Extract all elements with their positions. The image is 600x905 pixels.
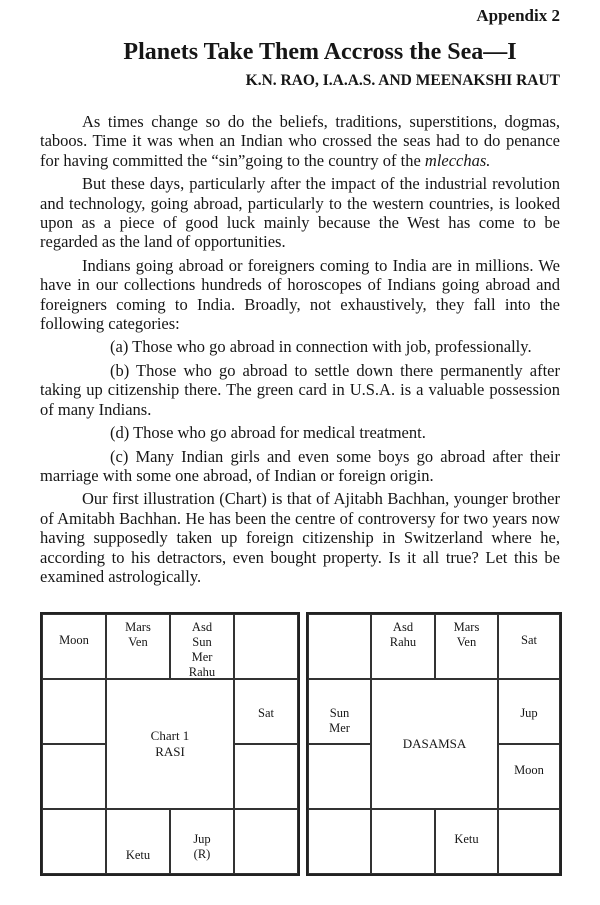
rasi-chart-label: RASI — [155, 744, 185, 759]
rasi-chart-center — [106, 679, 234, 809]
dasamsa-house-r4c1 — [308, 809, 371, 874]
dasamsa-house-r3c1 — [308, 744, 371, 809]
paragraph-3: Indians going abroad or foreigners coming to India are in millions. We have in our collections hundreds of horoscopes of Indians going abroad and foreigners coming to India. Broadly, not exhaustively, they fall into the following categories: — [40, 255, 560, 334]
page-title: Planets Take Them Accross the Sea—I — [123, 39, 517, 65]
rasi-house-r4c3: Jup (R) — [170, 809, 234, 874]
rasi-house-r1c3: Asd Sun Mer Rahu — [170, 614, 234, 679]
category-b: (b) Those who go abroad to settle down there permanently after taking up citizenship there. The green card in U.S.A. is a valuable possession of many Indians. — [40, 360, 560, 419]
rasi-house-r2c4: Sat — [234, 679, 298, 744]
dasamsa-house-r4c2 — [371, 809, 435, 874]
category-d: (d) Those who go abroad for medical treatment. — [110, 423, 426, 443]
rasi-house-r3c4 — [234, 744, 298, 809]
dasamsa-house-r2c4: Jup — [498, 679, 560, 744]
rasi-house-r1c1: Moon — [42, 614, 106, 679]
dasamsa-house-r4c3: Ketu — [435, 809, 498, 874]
article-body — [40, 112, 560, 590]
dasamsa-chart — [306, 612, 562, 876]
rasi-house-r4c2: Ketu — [106, 809, 170, 874]
rasi-house-r2c1 — [42, 679, 106, 744]
paragraph-1 — [40, 112, 560, 170]
rasi-house-r1c4 — [234, 614, 298, 679]
paragraph-4: Our first illustration (Chart) is that of Ajitabh Bachhan, younger brother of Amitabh Bachhan. He has been the centre of controversy for two years now having supposedly taken up foreign citizenship in Switzerland where he, according to his detractors, even bought property. Is it all true? Let this be examined astrologically. — [40, 489, 560, 586]
paragraph-1-text: As times change so do the beliefs, traditions, superstitions, dogmas, taboos. Time it was when an Indian who crossed the seas had to do penance for having committed the “sin”going to the country of the — [40, 112, 560, 170]
dasamsa-house-r2c1: Sun Mer — [308, 679, 371, 744]
dasamsa-house-r4c4 — [498, 809, 560, 874]
category-c: (c) Many Indian girls and even some boys go abroad after their marriage with some one abroad, of Indian or foreign origin. — [40, 446, 560, 485]
rasi-house-r4c1 — [42, 809, 106, 874]
rasi-chart — [40, 612, 300, 876]
dasamsa-house-r1c1 — [308, 614, 371, 679]
rasi-house-r4c4 — [234, 809, 298, 874]
dasamsa-house-r1c3: Mars Ven — [435, 614, 498, 679]
dasamsa-chart-label: DASAMSA — [402, 736, 467, 751]
paragraph-2: But these days, particularly after the impact of the industrial revolution and technology, going abroad, particularly to the western countries, is looked upon as a piece of good luck mainly because the West has come to be regarded as the land of opportunities. — [40, 174, 560, 252]
rasi-house-r3c1 — [42, 744, 106, 809]
dasamsa-house-r1c2: Asd Rahu — [371, 614, 435, 679]
paragraph-1-emphasis: mlecchas. — [424, 150, 491, 170]
dasamsa-house-r3c4: Moon — [498, 744, 560, 809]
dasamsa-house-r1c4: Sat — [498, 614, 560, 679]
dasamsa-chart-center — [371, 679, 498, 809]
authors-line: K.N. RAO, I.A.A.S. AND MEENAKSHI RAUT — [245, 72, 560, 89]
appendix-label: Appendix 2 — [476, 6, 560, 25]
rasi-house-r1c2: Mars Ven — [106, 614, 170, 679]
category-a: (a) Those who go abroad in connection with job, professionally. — [110, 337, 532, 357]
rasi-chart-number: Chart 1 — [150, 728, 190, 743]
